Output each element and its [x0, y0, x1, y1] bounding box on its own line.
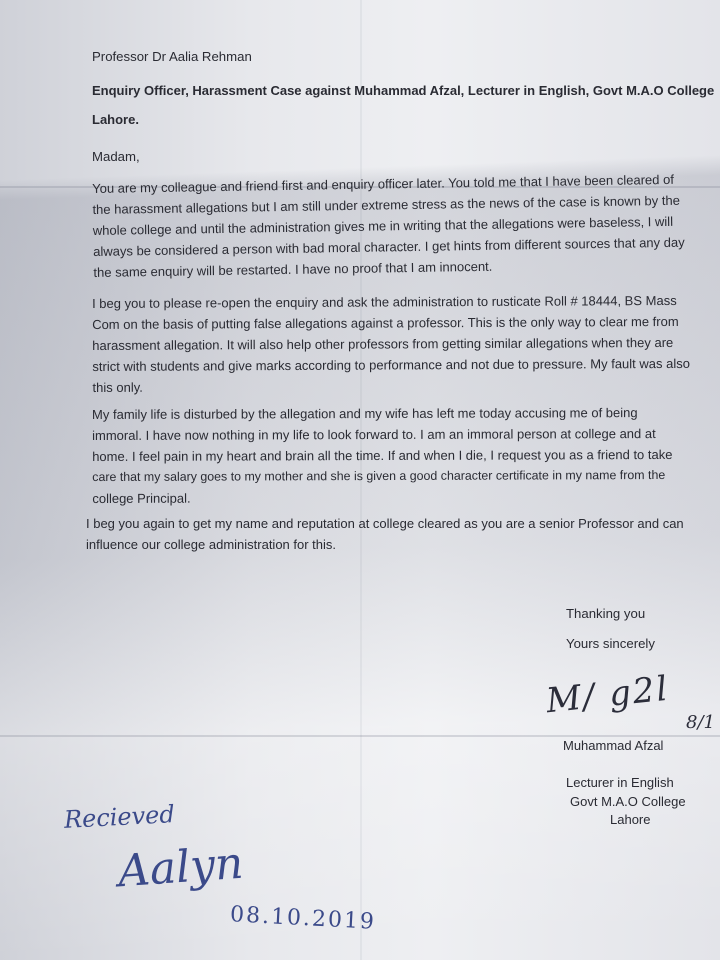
paragraph-line: My family life is disturbed by the allegation and my wife has left me today accusing me of being	[92, 405, 638, 422]
salutation: Madam,	[92, 149, 140, 164]
paragraph-line: the same enquiry will be restarted. I have no proof that I am innocent.	[93, 258, 493, 280]
sender-title: Lecturer in English	[566, 775, 674, 790]
paragraph-line: influence our college administration for this.	[86, 537, 337, 552]
addressee-name: Professor Dr Aalia Rehman	[92, 49, 252, 64]
paragraph-line: the harassment allegations but I am still under extreme stress as the news of the case is known by the	[92, 192, 681, 217]
paragraph-line: always be considered a person with bad moral character. I get hints from different sources that any day	[93, 234, 685, 259]
paragraph-line: harassment allegation. It will also help other professors from getting similar allegations when they are	[92, 334, 674, 353]
paragraph-line: I beg you to please re-open the enquiry and ask the administration to rusticate Roll # 18444, BS Mass	[92, 292, 677, 311]
addressee-title: Enquiry Officer, Harassment Case against Muhammad Afzal, Lecturer in English, Govt M.A.O College	[92, 83, 715, 98]
paragraph-2	[92, 290, 690, 398]
paragraph-line: immoral. I have now nothing in my life to look forward to. I am an immoral person at college and at	[92, 426, 656, 443]
paragraph-line: Com on the basis of putting false allegations against a professor. This is the only way to clear me from	[92, 313, 679, 332]
closing-sincerely: Yours sincerely	[566, 636, 655, 651]
received-date: 08.10.2019	[229, 902, 377, 935]
paragraph-1	[92, 169, 685, 283]
paragraph-line: this only.	[92, 379, 143, 395]
paragraph-line: care that my salary goes to my mother and she is given a good character certificate in my name from the	[92, 467, 666, 484]
sender-signature: M/ g2l	[544, 668, 672, 722]
sender-college: Govt M.A.O College	[570, 794, 686, 809]
signature-date-partial: 8/1	[686, 712, 715, 733]
sender-name: Muhammad Afzal	[563, 738, 664, 753]
sender-city: Lahore	[610, 812, 651, 827]
receiver-signature: Aalyn	[116, 837, 245, 898]
paragraph-line: home. I feel pain in my heart and brain all the time. If and when I die, I request you as a friend to take	[92, 446, 673, 464]
paragraph-line: college Principal.	[92, 490, 191, 506]
paragraph-3	[92, 402, 673, 509]
paragraph-line: I beg you again to get my name and reputation at college cleared as you are a senior Professor and can	[86, 516, 684, 531]
paragraph-line: whole college and until the administration gives me in writing that the allegations were baseless, I will	[92, 213, 674, 238]
paragraph-line: You are my colleague and friend first and enquiry officer later. You told me that I have been cleared of	[92, 171, 674, 196]
addressee-city: Lahore.	[92, 112, 139, 127]
received-label: Recieved	[63, 800, 176, 834]
paragraph-4	[86, 513, 684, 555]
closing-thanks: Thanking you	[566, 606, 646, 621]
paragraph-line: strict with students and give marks according to performance and not due to pressure. My fault was also	[92, 355, 690, 374]
